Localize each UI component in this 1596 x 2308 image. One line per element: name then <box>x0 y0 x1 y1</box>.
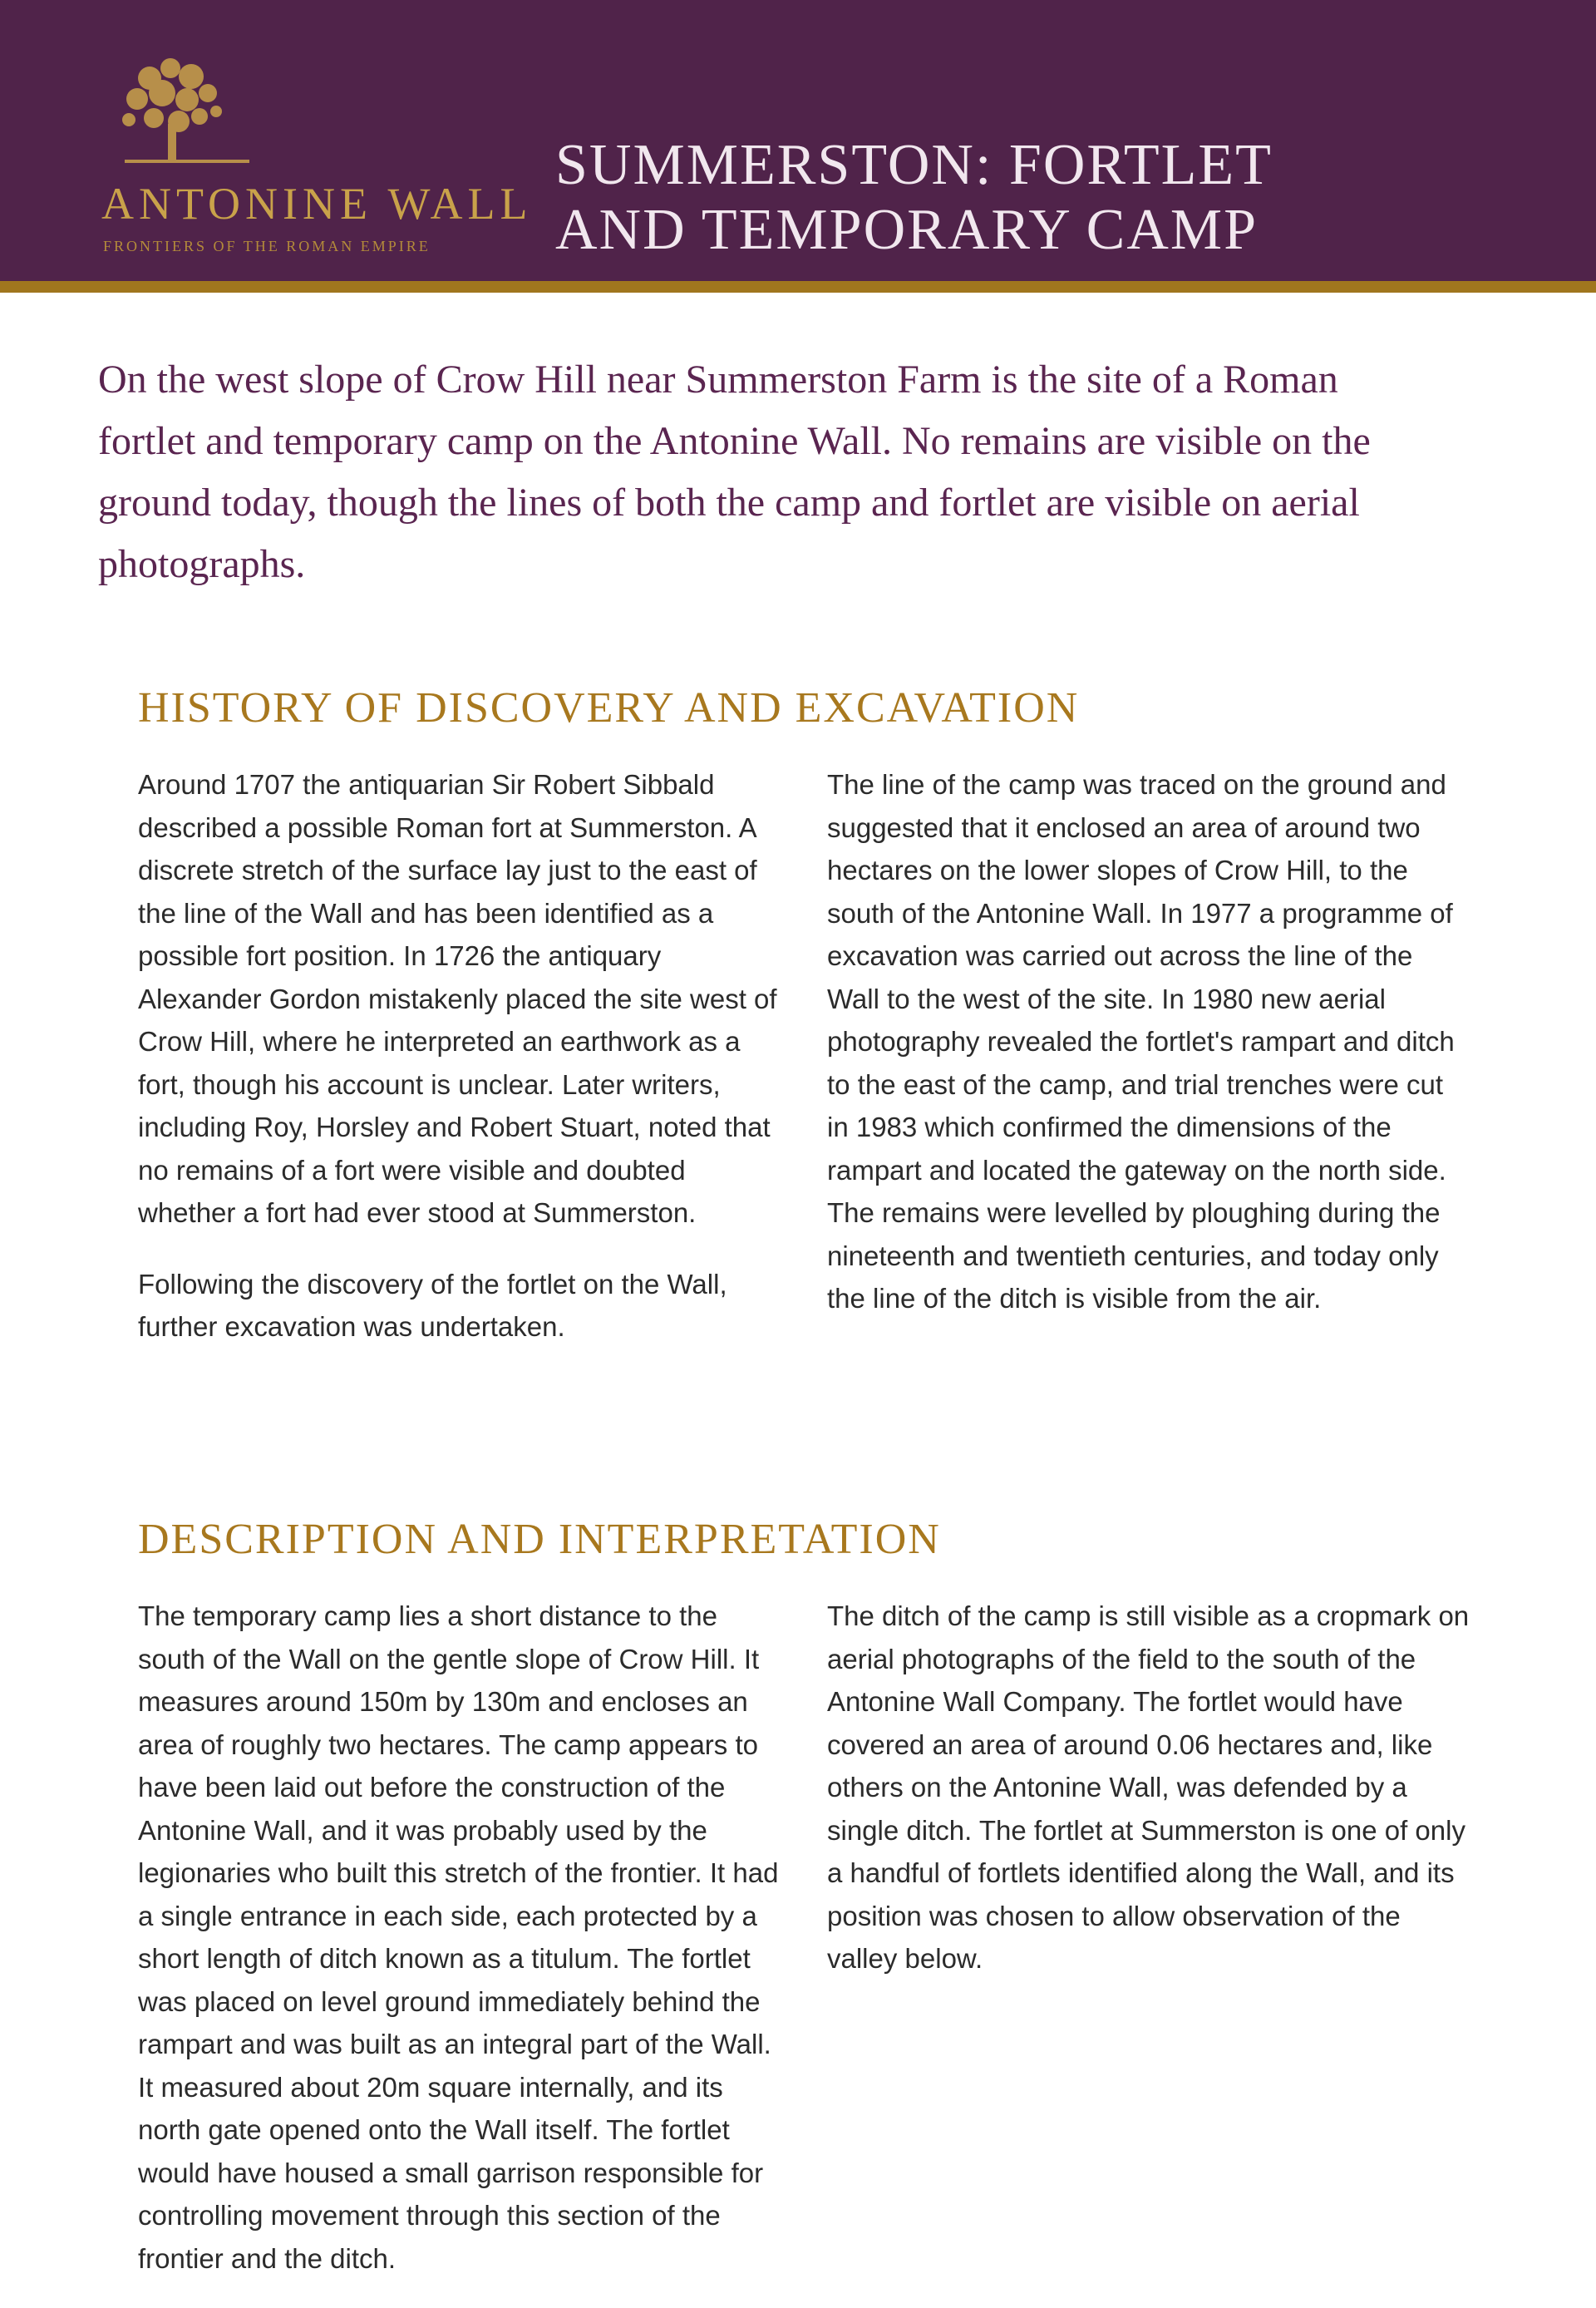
paragraph: The line of the camp was traced on the ground and suggested that it enclosed an area of around two hectares on the lower slopes of Crow Hill, to the south of the Antonine Wall. In 1977 a programme of excavation was carried out across the line of the Wall to the west of the site. In 1980 new aerial photography revealed the fortlet's rampart and ditch to the east of the camp, and trial trenches were cut in 1983 which confirmed the dimensions of the rampart and located the gateway on the north side. The remains were levelled by ploughing during the nineteenth and twentieth centuries, and today only the line of the ditch is visible from the air. <box>827 769 1455 1314</box>
logo-name: ANTONINE WALL <box>101 179 533 229</box>
page-title <box>555 133 1273 263</box>
logo-tagline: FRONTIERS OF THE ROMAN EMPIRE <box>103 238 431 254</box>
page-title-line: SUMMERSTON: FORTLET <box>555 133 1273 197</box>
description-column-right <box>827 1595 1471 2009</box>
section-heading-history: HISTORY OF DISCOVERY AND EXCAVATION <box>138 684 1080 732</box>
paragraph: The ditch of the camp is still visible as a cropmark on aerial photographs of the field to the south of the Antonine Wall Company. The fortlet would have covered an area of around 0.06 hectares and, like others on the Antonine Wall, was defended by a single ditch. The fortlet at Summerston is one of only a handful of fortlets identified along the Wall, and its position was chosen to allow observation of the valley below. <box>827 1600 1470 1974</box>
history-column-right <box>827 763 1471 1349</box>
history-column-left <box>138 763 782 1377</box>
section-heading-description: DESCRIPTION AND INTERPRETATION <box>138 1516 941 1563</box>
paragraph: Around 1707 the antiquarian Sir Robert Sibbald described a possible Roman fort at Summerston. A discrete stretch of the surface lay just to the east of the line of the Wall and has been identified as a possible fort position. In 1726 the antiquary Alexander Gordon mistakenly placed the site west of Crow Hill, where he interpreted an earthwork as a fort, though his account is unclear. Later writers, including Roy, Horsley and Robert Stuart, noted that no remains of a fort were visible and doubted whether a fort had ever stood at Summerston. <box>138 769 777 1228</box>
page-title-line: AND TEMPORARY CAMP <box>555 198 1259 262</box>
paragraph: Following the discovery of the fortlet on the Wall, further excavation was undertaken. <box>138 1268 727 1342</box>
antonine-wall-logo <box>91 53 533 261</box>
tree-crest-icon <box>91 53 258 178</box>
description-column-left <box>138 1595 782 2308</box>
intro-paragraph: On the west slope of Crow Hill near Summerston Farm is the site of a Roman fortlet and temporary camp on the Antonine Wall. No remains are visible on the ground today, though the lines of both the camp and fortlet are visible on aerial photographs. <box>98 358 1371 586</box>
header-band <box>0 0 1596 293</box>
paragraph: The temporary camp lies a short distance to the south of the Wall on the gentle slope of Crow Hill. It measures around 150m by 130m and encloses an area of roughly two hectares. The camp appears to have been laid out before the construction of the Antonine Wall, and it was probably used by the legionaries who built this stretch of the frontier. It had a single entrance in each side, each protected by a short length of ditch known as a titulum. The fortlet was placed on level ground immediately behind the rampart and was built as an integral part of the Wall. It measured about 20m square internally, and its north gate opened onto the Wall itself. The fortlet would have housed a small garrison responsible for controlling movement through this section of the frontier and the ditch. <box>138 1600 779 2274</box>
